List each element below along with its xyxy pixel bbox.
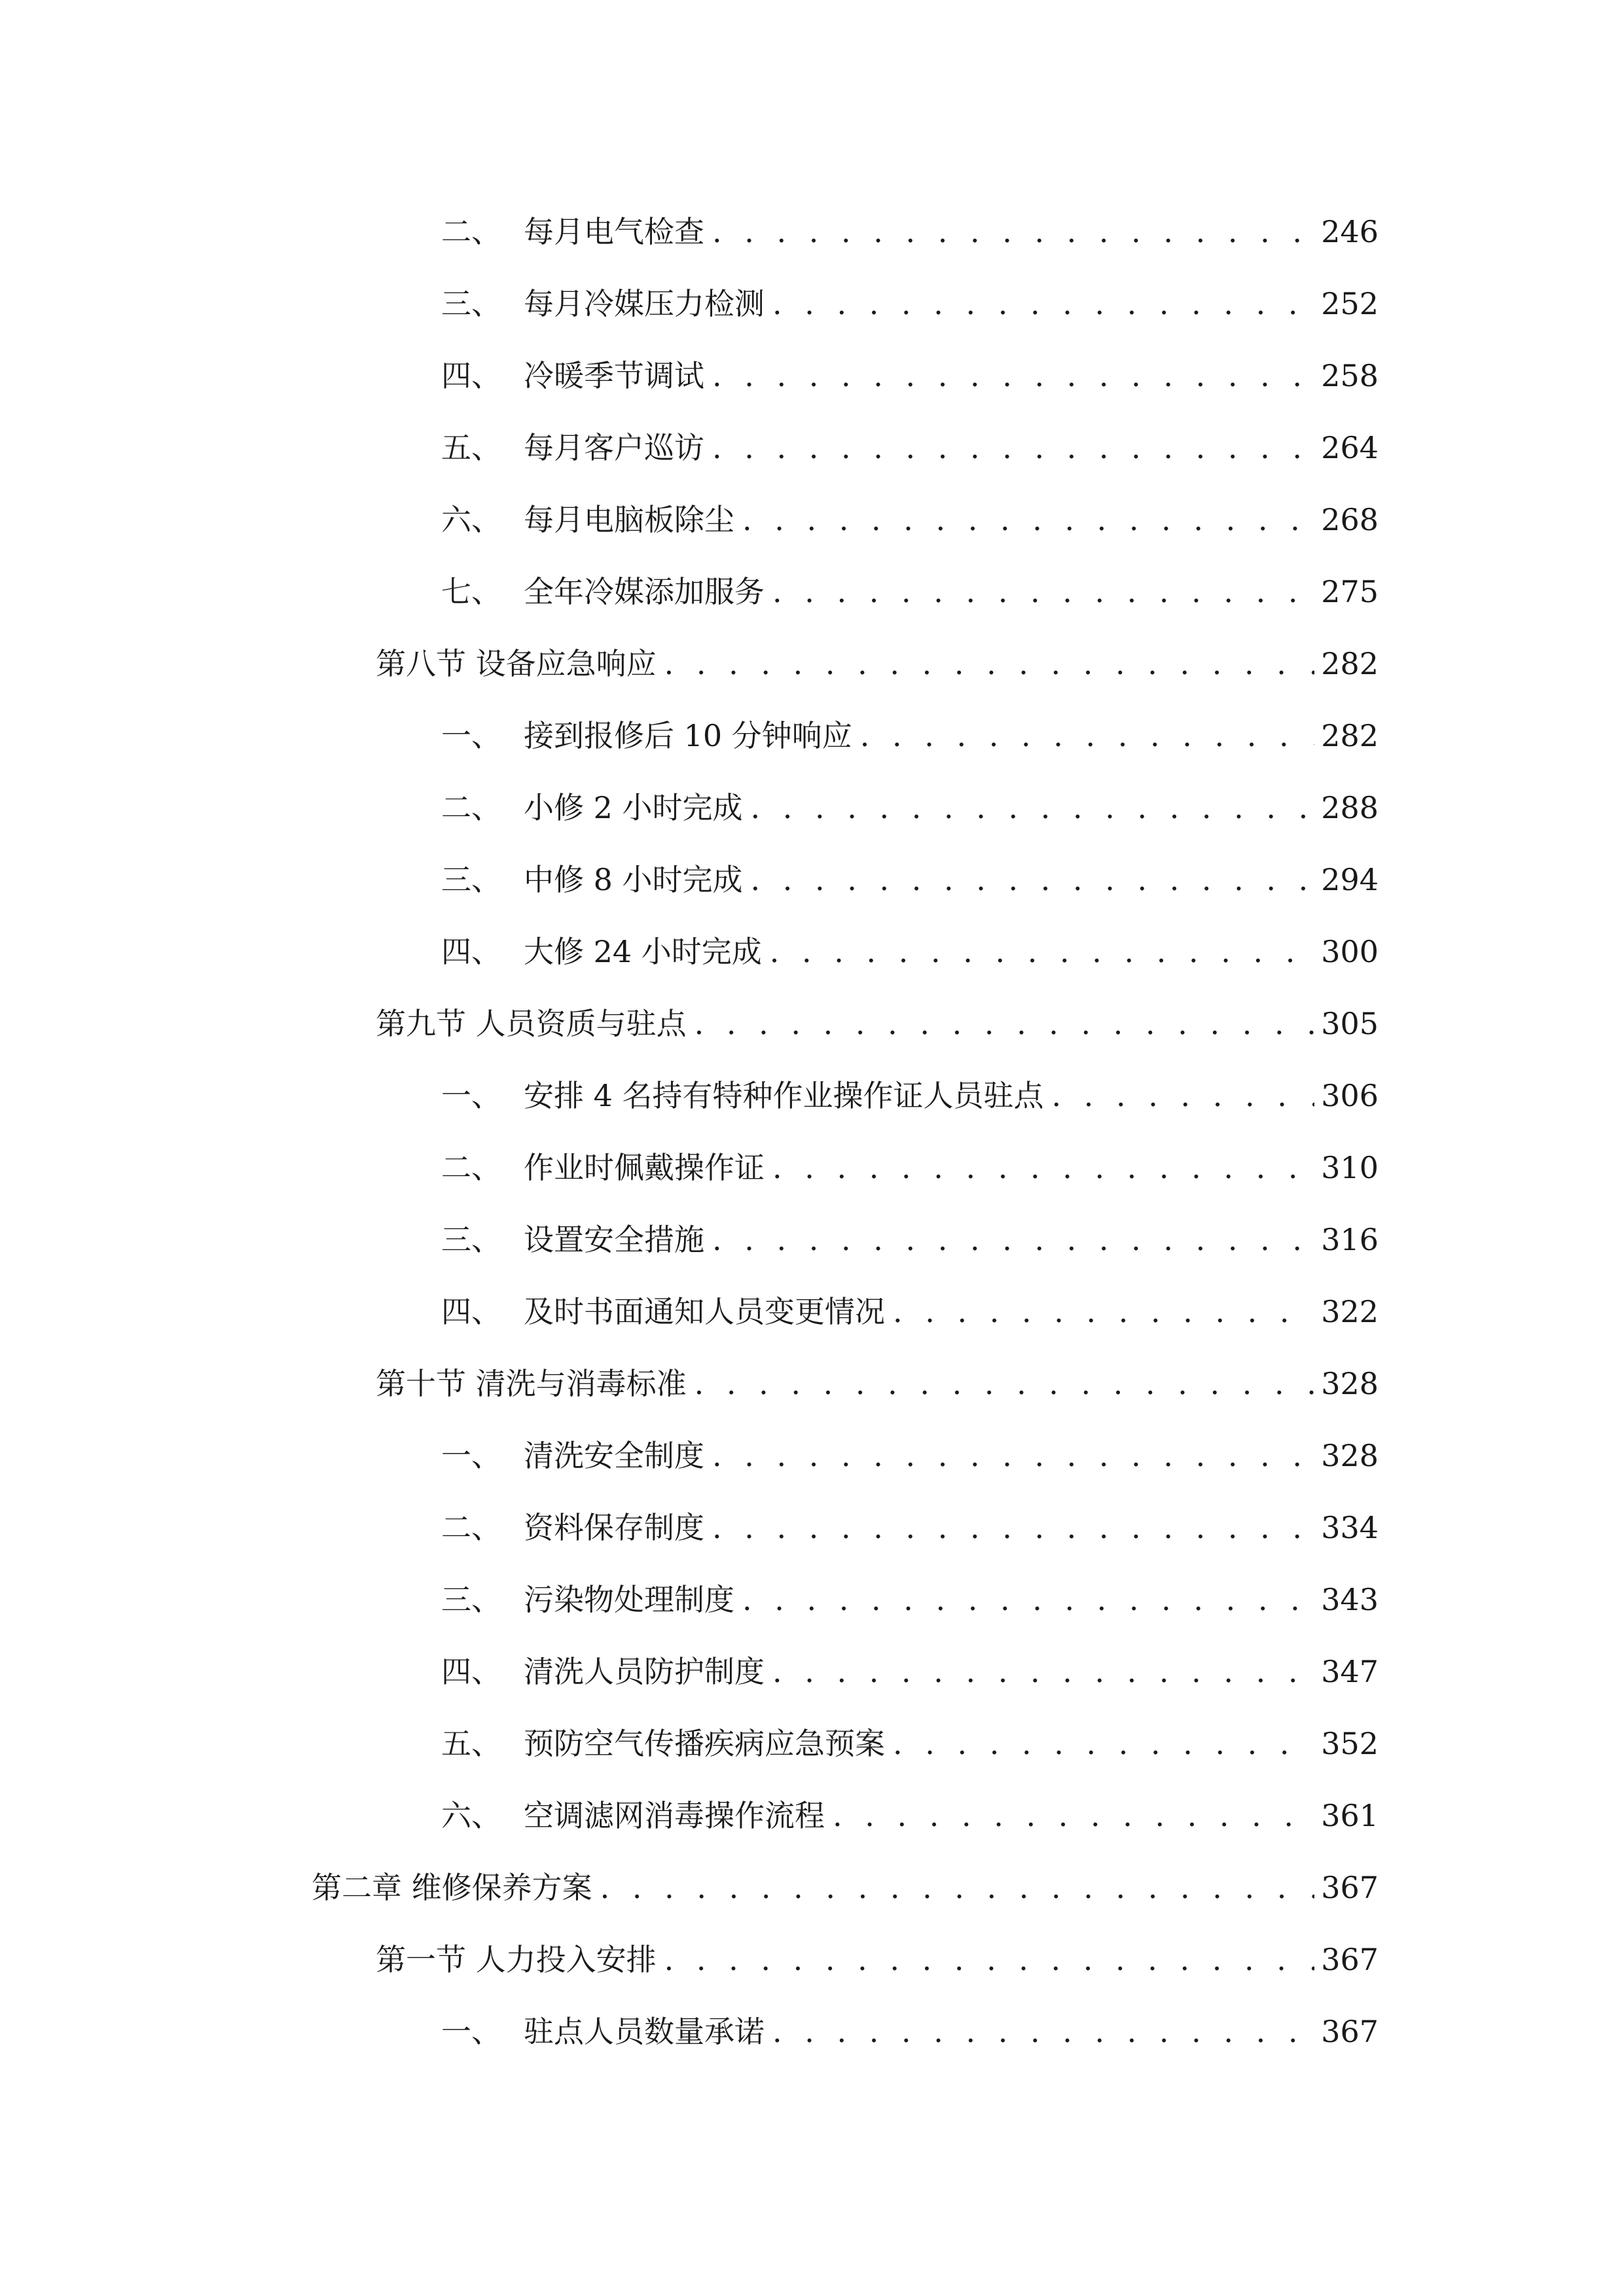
toc-entry-number: 三、 <box>441 1222 501 1257</box>
toc-entry-title: 小修 2 小时完成 <box>524 790 743 825</box>
toc-entry-page: 334 <box>1321 1510 1379 1545</box>
toc-entry-page: 328 <box>1321 1366 1379 1401</box>
toc-entry[interactable] <box>441 1212 1379 1259</box>
dot-leader <box>772 2012 1314 2051</box>
dot-leader <box>712 1508 1314 1547</box>
toc-entry-title: 预防空气传播疾病应急预案 <box>524 1726 885 1761</box>
dot-leader <box>1052 1076 1315 1115</box>
toc-entry-number: 三、 <box>441 286 501 321</box>
dot-leader <box>772 1652 1314 1691</box>
toc-entry-title: 第二章 维修保养方案 <box>312 1870 592 1905</box>
toc-entry-number: 六、 <box>441 502 501 537</box>
toc-entry-title: 污染物处理制度 <box>524 1582 734 1617</box>
toc-entry[interactable] <box>441 1500 1379 1547</box>
toc-entry-page: 305 <box>1321 1006 1379 1041</box>
dot-leader <box>893 1292 1314 1331</box>
toc-entry[interactable] <box>441 1284 1379 1331</box>
toc-entry-title: 第八节 设备应急响应 <box>376 646 657 681</box>
dot-leader <box>742 500 1314 539</box>
toc-entry-title: 驻点人员数量承诺 <box>524 2014 765 2049</box>
toc-entry-page: 275 <box>1321 574 1379 609</box>
toc-entry-title: 安排 4 名持有特种作业操作证人员驻点 <box>524 1078 1044 1113</box>
toc-entry-page: 310 <box>1321 1150 1379 1185</box>
toc-entry-page: 343 <box>1321 1582 1379 1617</box>
toc-entry-number: 一、 <box>441 718 501 753</box>
toc-entry-title: 每月客户巡访 <box>524 430 704 465</box>
toc-section-entry[interactable] <box>376 1932 1379 1979</box>
dot-leader <box>712 212 1314 251</box>
dot-leader <box>712 356 1314 395</box>
toc-entry-page: 306 <box>1321 1078 1379 1113</box>
toc-entry-title: 冷暖季节调试 <box>524 358 704 393</box>
toc-entry-title: 大修 24 小时完成 <box>524 934 762 969</box>
dot-leader <box>893 1724 1314 1763</box>
toc-entry[interactable] <box>441 564 1379 611</box>
toc-entry-title: 设置安全措施 <box>524 1222 704 1257</box>
toc-entry-page: 322 <box>1321 1294 1379 1329</box>
toc-entry-title: 清洗人员防护制度 <box>524 1654 765 1689</box>
toc-entry-number: 一、 <box>441 2014 501 2049</box>
toc-entry[interactable] <box>441 204 1379 251</box>
toc-entry-page: 282 <box>1321 646 1379 681</box>
toc-entry-number: 五、 <box>441 1726 501 1761</box>
toc-entry[interactable] <box>441 348 1379 395</box>
dot-leader <box>712 1436 1314 1475</box>
toc-section-entry[interactable] <box>376 1356 1379 1403</box>
toc-entry[interactable] <box>441 1572 1379 1619</box>
toc-entry-page: 288 <box>1321 790 1379 825</box>
dot-leader <box>695 1364 1315 1403</box>
toc-entry-title: 中修 8 小时完成 <box>524 862 743 897</box>
toc-entry-number: 一、 <box>441 1078 501 1113</box>
dot-leader <box>742 1580 1314 1619</box>
toc-entry-title: 每月冷媒压力检测 <box>524 286 765 321</box>
toc-entry-page: 367 <box>1321 2014 1379 2049</box>
toc-entry-title: 清洗安全制度 <box>524 1438 704 1473</box>
toc-entry-title: 资料保存制度 <box>524 1510 704 1545</box>
toc-entry-title: 第十节 清洗与消毒标准 <box>376 1366 687 1401</box>
toc-entry-number: 六、 <box>441 1798 501 1833</box>
toc-entry[interactable] <box>441 1644 1379 1691</box>
toc-entry[interactable] <box>441 708 1379 755</box>
dot-leader <box>712 428 1314 467</box>
toc-entry-title: 每月电脑板除尘 <box>524 502 734 537</box>
toc-entry-page: 294 <box>1321 862 1379 897</box>
toc-entry-number: 三、 <box>441 1582 501 1617</box>
toc-entry-number: 二、 <box>441 1510 501 1545</box>
toc-entry[interactable] <box>441 1068 1379 1115</box>
dot-leader <box>833 1796 1314 1835</box>
dot-leader <box>860 716 1314 755</box>
toc-entry-title: 每月电气检查 <box>524 214 704 249</box>
toc-entry-title: 第一节 人力投入安排 <box>376 1942 657 1977</box>
toc-entry-number: 二、 <box>441 1150 501 1185</box>
toc-entry[interactable] <box>441 780 1379 827</box>
dot-leader <box>751 860 1315 899</box>
toc-entry-page: 352 <box>1321 1726 1379 1761</box>
toc-entry[interactable] <box>441 924 1379 971</box>
toc-entry[interactable] <box>441 276 1379 323</box>
toc-entry-number: 七、 <box>441 574 501 609</box>
dot-leader <box>772 572 1314 611</box>
toc-entry-page: 367 <box>1321 1870 1379 1905</box>
toc-entry-title: 第九节 人员资质与驻点 <box>376 1006 687 1041</box>
toc-entry[interactable] <box>441 420 1379 467</box>
dot-leader <box>772 1148 1314 1187</box>
dot-leader <box>770 932 1314 971</box>
toc-section-entry[interactable] <box>376 996 1379 1043</box>
toc-entry-page: 361 <box>1321 1798 1379 1833</box>
toc-entry-title: 接到报修后 10 分钟响应 <box>524 718 852 753</box>
toc-entry-number: 四、 <box>441 1294 501 1329</box>
toc-entry-page: 246 <box>1321 214 1379 249</box>
dot-leader <box>600 1868 1315 1907</box>
dot-leader <box>712 1220 1314 1259</box>
toc-entry-page: 316 <box>1321 1222 1379 1257</box>
toc-entry-title: 空调滤网消毒操作流程 <box>524 1798 825 1833</box>
toc-entry-page: 252 <box>1321 286 1379 321</box>
toc-entry-page: 268 <box>1321 502 1379 537</box>
toc-entry[interactable] <box>441 492 1379 539</box>
toc-entry-page: 282 <box>1321 718 1379 753</box>
toc-entry[interactable] <box>441 1788 1379 1835</box>
toc-entry-number: 四、 <box>441 934 501 969</box>
toc-entry[interactable] <box>441 1716 1379 1763</box>
toc-entry-page: 367 <box>1321 1942 1379 1977</box>
toc-entry-page: 347 <box>1321 1654 1379 1689</box>
toc-entry-number: 五、 <box>441 430 501 465</box>
dot-leader <box>664 1940 1315 1979</box>
toc-entry[interactable] <box>441 852 1379 899</box>
toc-chapter-entry[interactable] <box>312 1860 1379 1907</box>
toc-entry-number: 二、 <box>441 790 501 825</box>
toc-entry-number: 二、 <box>441 214 501 249</box>
toc-entry-page: 300 <box>1321 934 1379 969</box>
toc-entry-page: 258 <box>1321 358 1379 393</box>
toc-entry[interactable] <box>441 2004 1379 2051</box>
toc-entry-number: 一、 <box>441 1438 501 1473</box>
dot-leader <box>664 644 1315 683</box>
toc-section-entry[interactable] <box>376 636 1379 683</box>
toc-entry-number: 四、 <box>441 1654 501 1689</box>
toc-entry-number: 四、 <box>441 358 501 393</box>
dot-leader <box>751 788 1315 827</box>
toc-entry-title: 全年冷媒添加服务 <box>524 574 765 609</box>
toc-entry-page: 264 <box>1321 430 1379 465</box>
toc-entry-title: 及时书面通知人员变更情况 <box>524 1294 885 1329</box>
dot-leader <box>772 284 1314 323</box>
toc-entry-page: 328 <box>1321 1438 1379 1473</box>
toc-entry-number: 三、 <box>441 862 501 897</box>
toc-entry-title: 作业时佩戴操作证 <box>524 1150 765 1185</box>
toc-entry[interactable] <box>441 1140 1379 1187</box>
toc-entry[interactable] <box>441 1428 1379 1475</box>
dot-leader <box>695 1004 1315 1043</box>
